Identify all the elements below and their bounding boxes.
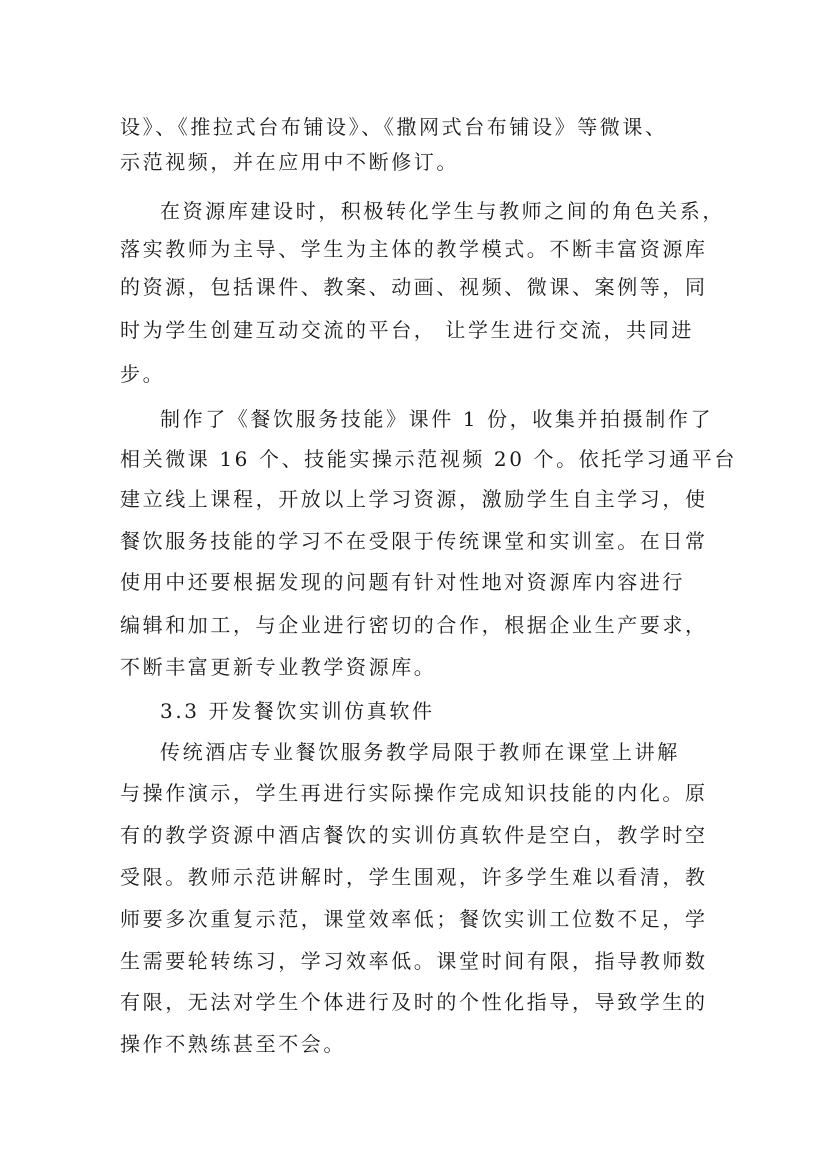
text-line: 操作不熟练甚至不会。: [120, 1032, 346, 1056]
text-line: 有限，无法对学生个体进行及时的个性化指导，导致学生的: [120, 990, 708, 1014]
text-line: 使用中还要根据发现的问题有针对性地对资源库内容进行: [120, 570, 685, 594]
text-line: 编辑和加工，与企业进行密切的合作，根据企业生产要求，: [120, 613, 708, 637]
text-line: 不断丰富更新专业教学资源库。: [120, 655, 437, 679]
text-line: 设》、《推拉式台布铺设》、《撒网式台布铺设》等微课、: [120, 115, 668, 139]
text-line: 受限。教师示范讲解时，学生围观，许多学生难以看清，教: [120, 865, 708, 889]
text-line: 生需要轮转练习，学习效率低。课堂时间有限，指导教师数: [120, 949, 708, 973]
text-line: 相关微课 16 个、技能实操示范视频 20 个。依托学习通平台: [120, 447, 737, 471]
text-line: 师要多次重复示范，课堂效率低；餐饮实训工位数不足，学: [120, 907, 708, 931]
text-line: 步。: [120, 362, 166, 386]
paragraph-first-line: 在资源库建设时，积极转化学生与教师之间的角色关系，: [160, 199, 725, 223]
text-line: 与操作演示，学生再进行实际操作完成知识技能的内化。原: [120, 781, 708, 805]
text-line: 建立线上课程，开放以上学习资源，激励学生自主学习，使: [120, 487, 708, 511]
text-line: 时为学生创建互动交流的平台， 让学生进行交流，共同进: [120, 318, 694, 342]
text-line: 落实教师为主导、学生为主体的教学模式。不断丰富资源库: [120, 237, 708, 261]
text-line: 有的教学资源中酒店餐饮的实训仿真软件是空白，教学时空: [120, 823, 708, 847]
text-line: 示范视频，并在应用中不断修订。: [120, 150, 459, 174]
text-line: 餐饮服务技能的学习不在受限于传统课堂和实训室。在日常: [120, 529, 708, 553]
section-heading: 3.3 开发餐饮实训仿真软件: [160, 699, 435, 723]
text-line: 的资源，包括课件、教案、动画、视频、微课、案例等，同: [120, 275, 708, 299]
paragraph-first-line: 传统酒店专业餐饮服务教学局限于教师在课堂上讲解: [160, 740, 680, 764]
paragraph-first-line: 制作了《餐饮服务技能》课件 1 份，收集并拍摄制作了: [160, 407, 714, 431]
